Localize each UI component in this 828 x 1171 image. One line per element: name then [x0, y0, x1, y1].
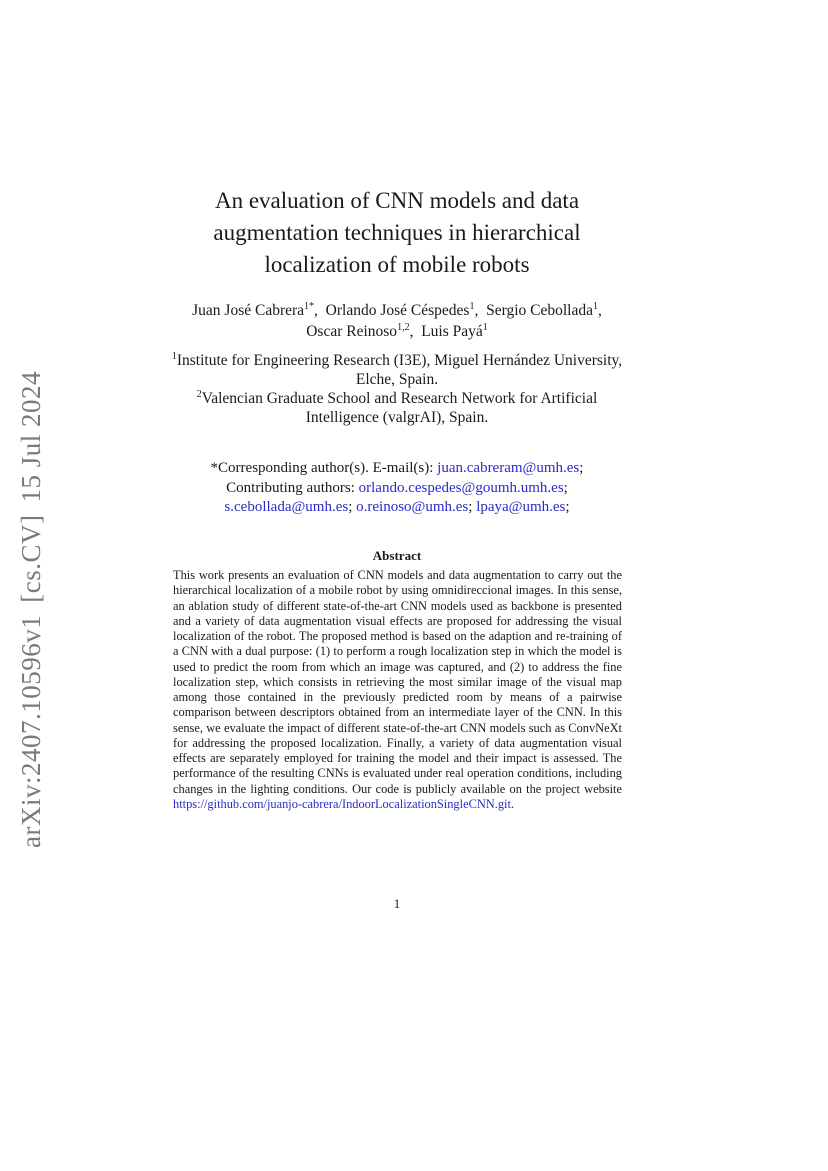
author-affiliation-mark: 1 [592, 300, 598, 312]
author-name: Juan José Cabrera [192, 302, 305, 319]
arxiv-date: 15 Jul 2024 [16, 371, 46, 503]
contact-block [130, 459, 664, 518]
project-website-link[interactable]: https://github.com/juanjo-cabrera/IndoorLocalizationSingleCNN.git [173, 796, 511, 811]
page-number: 1 [393, 896, 401, 911]
contributing-authors-line: Contributing authors: orlando.cespedes@goumh.umh.es; [226, 479, 568, 496]
corresponding-email-link[interactable]: juan.cabreram@umh.es [437, 460, 580, 476]
author-list: Juan José Cabrera$^{1*}$, Orlando José Céspedes$^1$, Sergio Cebollada$^1$, Oscar Reinoso$^{1,2}$, Luis Payá$^1$ [192, 300, 602, 340]
abstract-body: This work presents an evaluation of CNN models and data augmentation to carry out the hierarchical localization of a mobile robot by using omnidireccional images. In this sense, an ablation study of different state-of-the-art CNN models used as backbone is presented and a variety of data augmentation visual effects are proposed for addressing the visual localization of the robot. The proposed method is based on the adaption and re-training of a CNN with a dual purpose: (1) to perform a rough localization step in which the model is used to predict the room from which an image was captured, and (2) to address the fine localization step, which consists in retrieving the most similar image of the visual map among those contained in the previously predicted room by means of a pairwise comparison between descriptors obtained from an intermediate layer of the CNN. In this sense, we evaluate the impact of different state-of-the-art CNN models such as ConvNeXt for addressing the proposed localization. Finally, a variety of data augmentation visual effects are separately employed for training the model and their impact is assessed. The performance of the resulting CNNs is evaluated under real operation conditions, including changes in the lighting conditions. Our code is publicly available on the project website https://github.com/juanjo-cabrera/IndoorLocalizationSingleCNN.git. [173, 568, 622, 811]
author-affiliation-mark: 1* [304, 300, 315, 312]
contributing-email-link[interactable]: lpaya@umh.es [476, 499, 566, 515]
author-affiliation-mark: 1 [469, 300, 475, 312]
affiliations [130, 351, 664, 427]
title-line-3: localization of mobile robots [264, 252, 530, 277]
arxiv-category: [cs.CV] [16, 514, 46, 603]
author-name: Luis Payá [421, 323, 483, 340]
affiliation-1-cont: Elche, Spain. [355, 371, 439, 388]
paper-title [150, 185, 644, 281]
contributing-email-link[interactable]: o.reinoso@umh.es [356, 499, 469, 515]
author-name: Sergio Cebollada [486, 302, 593, 319]
arxiv-id: arXiv:2407.10596v1 [16, 614, 46, 848]
contributing-emails-line: s.cebollada@umh.es; o.reinoso@umh.es; lpaya@umh.es; [224, 499, 570, 515]
author-affiliation-mark: 1 [482, 321, 488, 333]
arxiv-side-stamp [16, 368, 47, 848]
author-name: Orlando José Céspedes [325, 302, 470, 319]
author-affiliation-mark: 1,2 [397, 321, 410, 333]
contributing-email-link[interactable]: orlando.cespedes@goumh.umh.es [358, 479, 564, 496]
title-line-2: augmentation techniques in hierarchical [213, 220, 581, 245]
abstract-heading: Abstract [372, 548, 422, 563]
contributing-email-link[interactable]: s.cebollada@umh.es [224, 499, 349, 515]
affiliation-1: $^1$Institute for Engineering Research (I3E), Miguel Hernández University, [171, 350, 623, 369]
affiliation-2: $^2$Valencian Graduate School and Research Network for Artificial [196, 388, 598, 407]
title-line-1: An evaluation of CNN models and data [214, 188, 580, 213]
affiliation-2-cont: Intelligence (valgrAI), Spain. [305, 409, 489, 426]
author-name: Oscar Reinoso [306, 323, 398, 340]
corresponding-author-line: *Corresponding author(s). E-mail(s): juan.cabreram@umh.es; [210, 460, 584, 476]
abstract-text: This work presents an evaluation of CNN models and data augmentation to carry out the hierarchical localization of a mobile robot by using omnidireccional images. In this sense, an ablation study of different state-of-the-art CNN models used as backbone is presented and a variety of data augmentation visual effects are proposed for addressing the visual localization of the robot. The proposed method is based on the adaption and re-training of a CNN with a dual purpose: (1) to perform a rough localization step in which the model is used to predict the room from which an image was captured, and (2) to address the fine localization step, which consists in retrieving the most similar image of the visual map among those contained in the previously predicted room by means of a pairwise comparison between descriptors obtained from an intermediate layer of the CNN. In this sense, we evaluate the impact of different state-of-the-art CNN models such as ConvNeXt for addressing the proposed localization. Finally, a variety of data augmentation visual effects are separately employed for training the model and their impact is assessed. The performance of the resulting CNNs is evaluated under real operation conditions, including changes in the lighting conditions. Our code is publicly available on the project website [173, 568, 622, 796]
